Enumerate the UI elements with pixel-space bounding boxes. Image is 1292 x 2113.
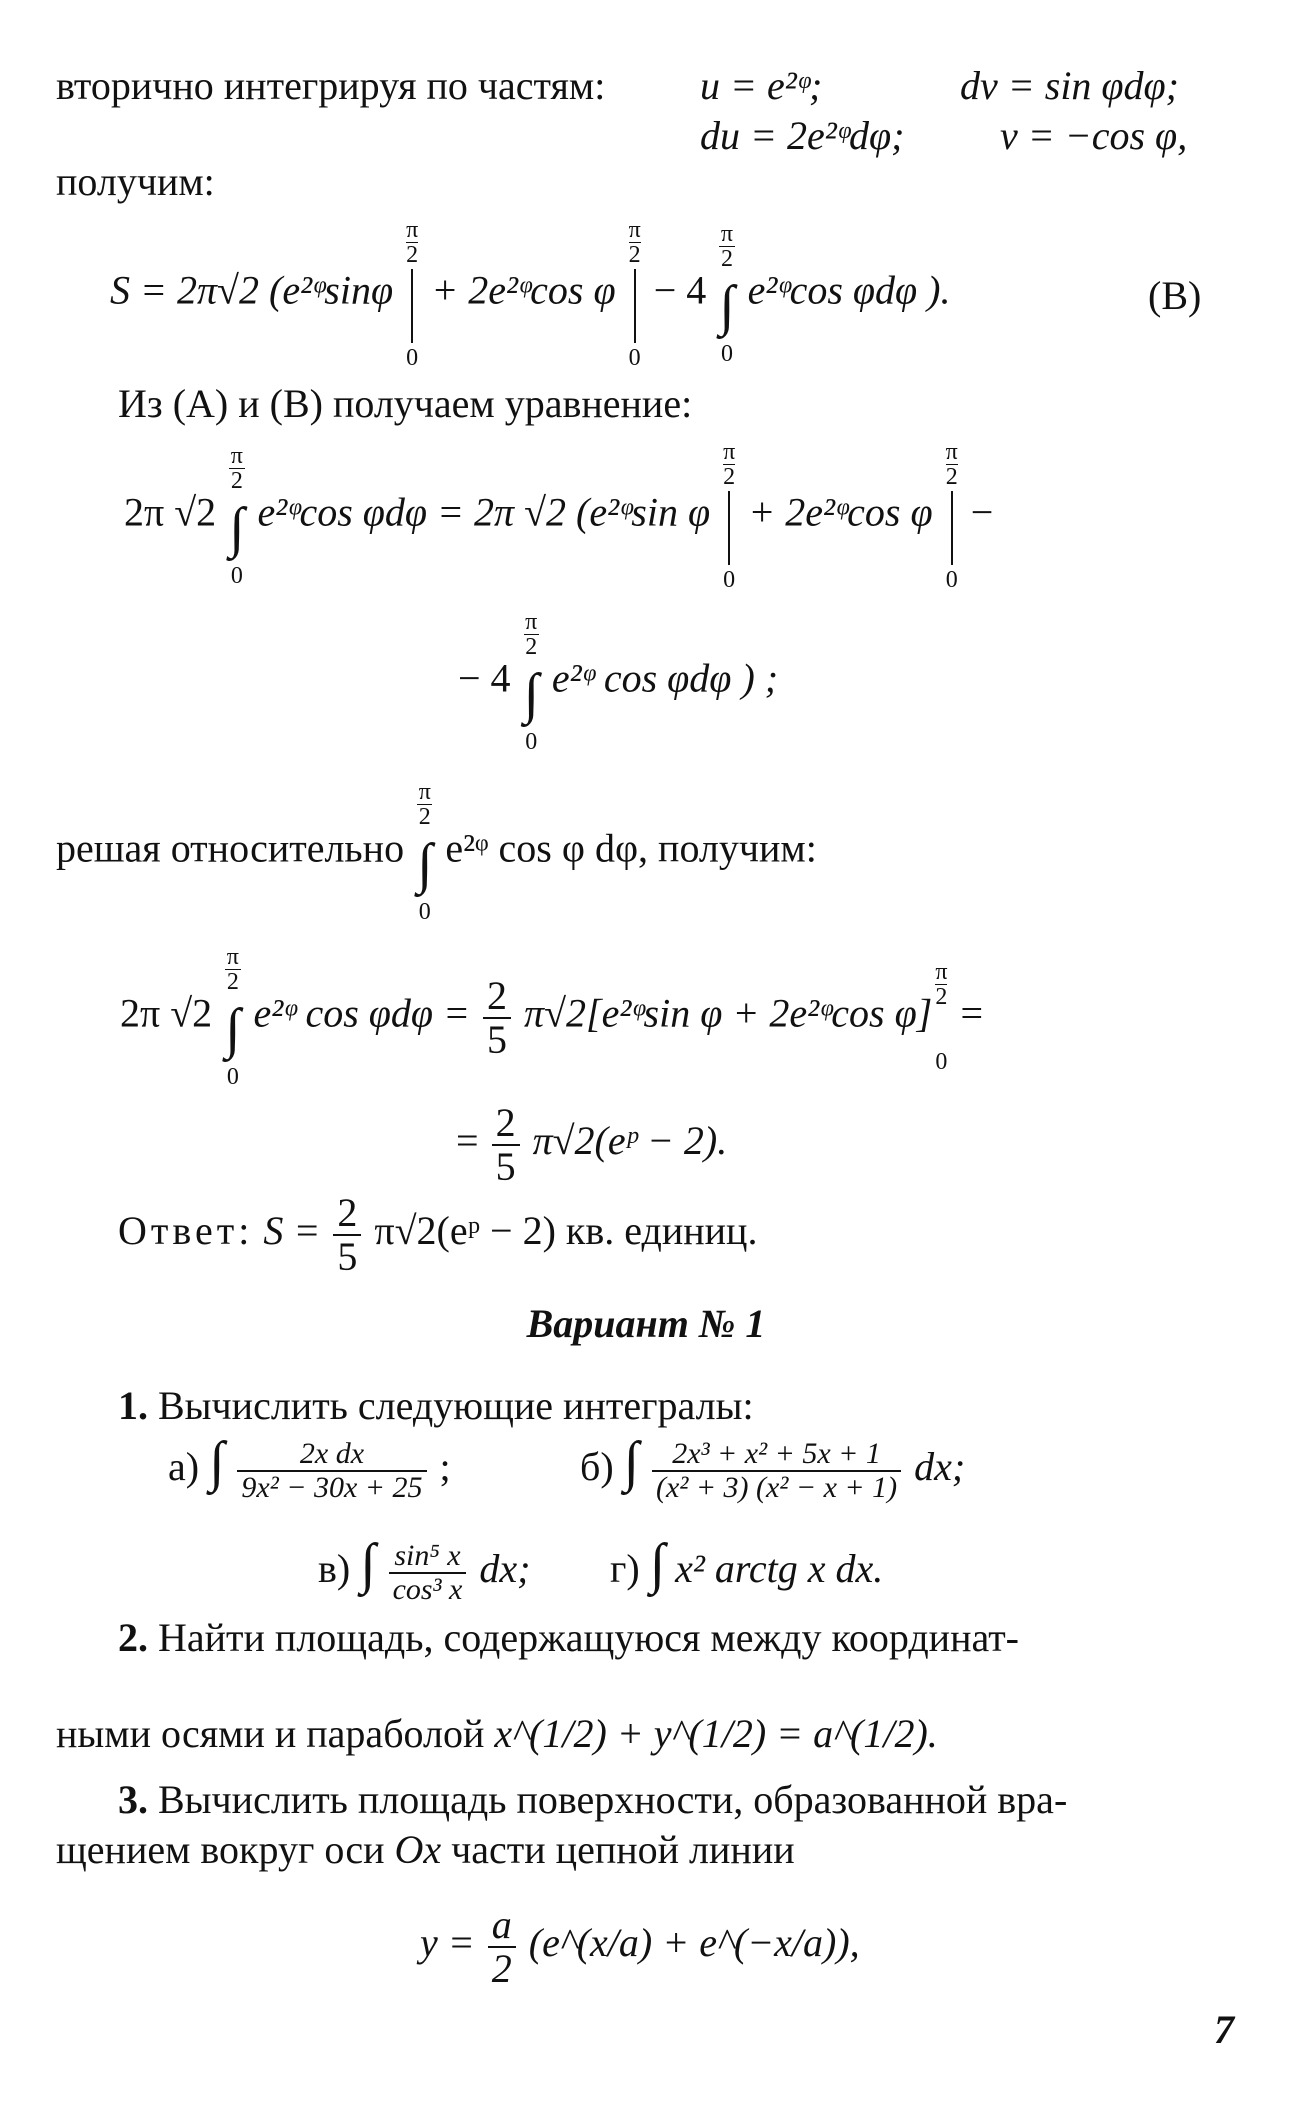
answer-lhs: S = bbox=[263, 1208, 321, 1254]
catenary-equation bbox=[420, 1904, 860, 1990]
integral-sign: π 2 ∫ 0 bbox=[719, 221, 735, 367]
eq3-lead: − 4 bbox=[458, 655, 511, 701]
variant-heading: Вариант № 1 bbox=[526, 1301, 766, 1346]
eq-b-term2: + 2e²ᵠcos φ bbox=[431, 267, 616, 313]
eq2-term2: + 2e²ᵠcos φ bbox=[748, 489, 933, 535]
formula-v: v = −cos φ, bbox=[1000, 113, 1188, 158]
fraction: $\frac{2}{5}$ bbox=[492, 1102, 520, 1188]
text-line bbox=[56, 62, 605, 110]
eq5-lead: = bbox=[456, 1118, 479, 1164]
item-label: а) bbox=[168, 1444, 200, 1489]
resh-body: e²ᵠ cos φ dφ, получим: bbox=[445, 825, 817, 871]
eq2-lhs: 2π √2 bbox=[124, 489, 217, 535]
eq-tag-b: (B) bbox=[1148, 273, 1202, 318]
task-1b bbox=[580, 1431, 966, 1504]
task-text: Найти площадь, содержащуюся между координат- bbox=[158, 1615, 1019, 1660]
eq2-term3: − bbox=[970, 489, 994, 535]
eq-b-term3: − 4 bbox=[653, 267, 707, 313]
eval-bar: π 2 0 bbox=[723, 439, 736, 593]
eq4-lhs-int: e²ᵠ cos φdφ = bbox=[253, 990, 471, 1036]
lead-text: вторично интегрируя по частям: bbox=[56, 63, 606, 108]
eq2-lhs-int: e²ᵠcos φdφ = 2π √2 ( bbox=[257, 489, 590, 535]
eq-lhs: y = bbox=[420, 1920, 475, 1966]
answer-label: Ответ: bbox=[118, 1208, 254, 1254]
eq-b-lhs: S = 2π√2 ( bbox=[110, 267, 283, 313]
eq4-end: = bbox=[960, 990, 983, 1036]
answer-line bbox=[118, 1192, 757, 1278]
item-end: dx; bbox=[914, 1444, 966, 1489]
axis-label: Ox bbox=[394, 1827, 442, 1872]
integral-sign: ∫ bbox=[360, 1533, 376, 1595]
integral-sign: π 2 ∫ 0 bbox=[523, 609, 539, 755]
item-end: ; bbox=[439, 1444, 451, 1489]
equation-b bbox=[110, 217, 951, 371]
task-text: Вычислить площадь поверхности, образованной вра- bbox=[158, 1777, 1068, 1822]
resh-line bbox=[56, 780, 817, 925]
item-label: б) bbox=[580, 1444, 614, 1489]
task-2 bbox=[118, 1614, 1019, 1662]
integral-sign: ∫ bbox=[209, 1431, 225, 1493]
integral-sign: π 2 ∫ 0 bbox=[417, 779, 433, 925]
formula-u: u = e²ᵠ; bbox=[700, 63, 823, 108]
task-1 bbox=[118, 1382, 754, 1430]
eq4-lhs: 2π √2 bbox=[120, 990, 213, 1036]
equation-3 bbox=[458, 610, 778, 755]
eval-bar: π 2 0 bbox=[945, 439, 958, 593]
item-end: dx; bbox=[479, 1546, 531, 1591]
equation-4 bbox=[120, 945, 983, 1090]
task-1g bbox=[610, 1533, 884, 1595]
equation-5 bbox=[456, 1102, 727, 1188]
page-number: 7 bbox=[1214, 2007, 1234, 2052]
poluchim-text: получим: bbox=[56, 159, 215, 204]
task-1a bbox=[168, 1431, 451, 1504]
fraction: $\frac{a}{2}$ bbox=[488, 1904, 516, 1990]
parabola-formula: x^(1/2) + y^(1/2) = a^(1/2). bbox=[494, 1711, 938, 1756]
task-text: Вычислить следующие интегралы: bbox=[158, 1383, 754, 1428]
fraction: $\frac{\text{sin⁵ x}}{\text{cos³ x}}$ bbox=[389, 1540, 467, 1605]
task-number: 2. bbox=[118, 1615, 148, 1660]
task-text: щением вокруг оси bbox=[56, 1827, 385, 1872]
task-1v bbox=[318, 1533, 531, 1606]
answer-rhs: π√2(eᵖ − 2) кв. единиц. bbox=[374, 1208, 758, 1254]
task-2b bbox=[56, 1710, 938, 1758]
fraction: $\frac{2}{5}$ bbox=[333, 1192, 361, 1278]
task-3b bbox=[56, 1826, 795, 1874]
item-label: г) bbox=[610, 1546, 640, 1591]
fraction: $\frac{\text{2x³ + x² + 5x + 1}}{\text{(x² + 3) (x² − x + 1)}}$ bbox=[652, 1438, 901, 1503]
task-number: 3. bbox=[118, 1777, 148, 1822]
eq3-body: e²ᵠ cos φdφ ) ; bbox=[551, 655, 779, 701]
eq2-term1: e²ᵠsin φ bbox=[589, 489, 711, 535]
resh-lead: решая относительно bbox=[56, 825, 405, 871]
integral-sign: π 2 ∫ 0 bbox=[229, 443, 245, 589]
eval-bar: π 2 0 bbox=[628, 217, 641, 371]
eq5-rhs: π√2(eᵖ − 2). bbox=[532, 1118, 728, 1164]
eval-bar: π 2 0 bbox=[406, 217, 419, 371]
integral-sign: ∫ bbox=[649, 1533, 666, 1595]
item-body: x² arctg x dx. bbox=[675, 1546, 884, 1591]
fraction: $\frac{\text{2x dx}}{\text{9x² − 30x + 25}}$ bbox=[237, 1438, 426, 1503]
integral-sign: ∫ bbox=[623, 1431, 640, 1493]
equation-2 bbox=[124, 440, 993, 593]
formula-dv: dv = sin φdφ; bbox=[960, 63, 1180, 108]
task-text: ными осями и параболой bbox=[56, 1711, 485, 1756]
fraction: $\frac{2}{5}$ bbox=[483, 975, 511, 1061]
iz-ab-text: Из (A) и (B) получаем уравнение: bbox=[118, 381, 693, 426]
task-text: части цепной линии bbox=[451, 1827, 795, 1872]
task-number: 1. bbox=[118, 1383, 148, 1428]
task-3 bbox=[118, 1776, 1067, 1824]
eq4-rhs: π√2[e²ᵠsin φ + 2e²ᵠcos φ] bbox=[524, 990, 933, 1036]
eval-bracket-limits: π 2 0 bbox=[935, 959, 948, 1075]
item-label: в) bbox=[318, 1546, 351, 1591]
formula-du: du = 2e²ᵠdφ; bbox=[700, 113, 905, 158]
eq-rhs: (e^(x/a) + e^(−x/a)), bbox=[528, 1920, 860, 1966]
eq-b-term1: e²ᵠsinφ bbox=[282, 267, 394, 313]
eq-b-term4: e²ᵠcos φdφ ). bbox=[747, 267, 951, 313]
integral-sign: π 2 ∫ 0 bbox=[225, 944, 241, 1090]
